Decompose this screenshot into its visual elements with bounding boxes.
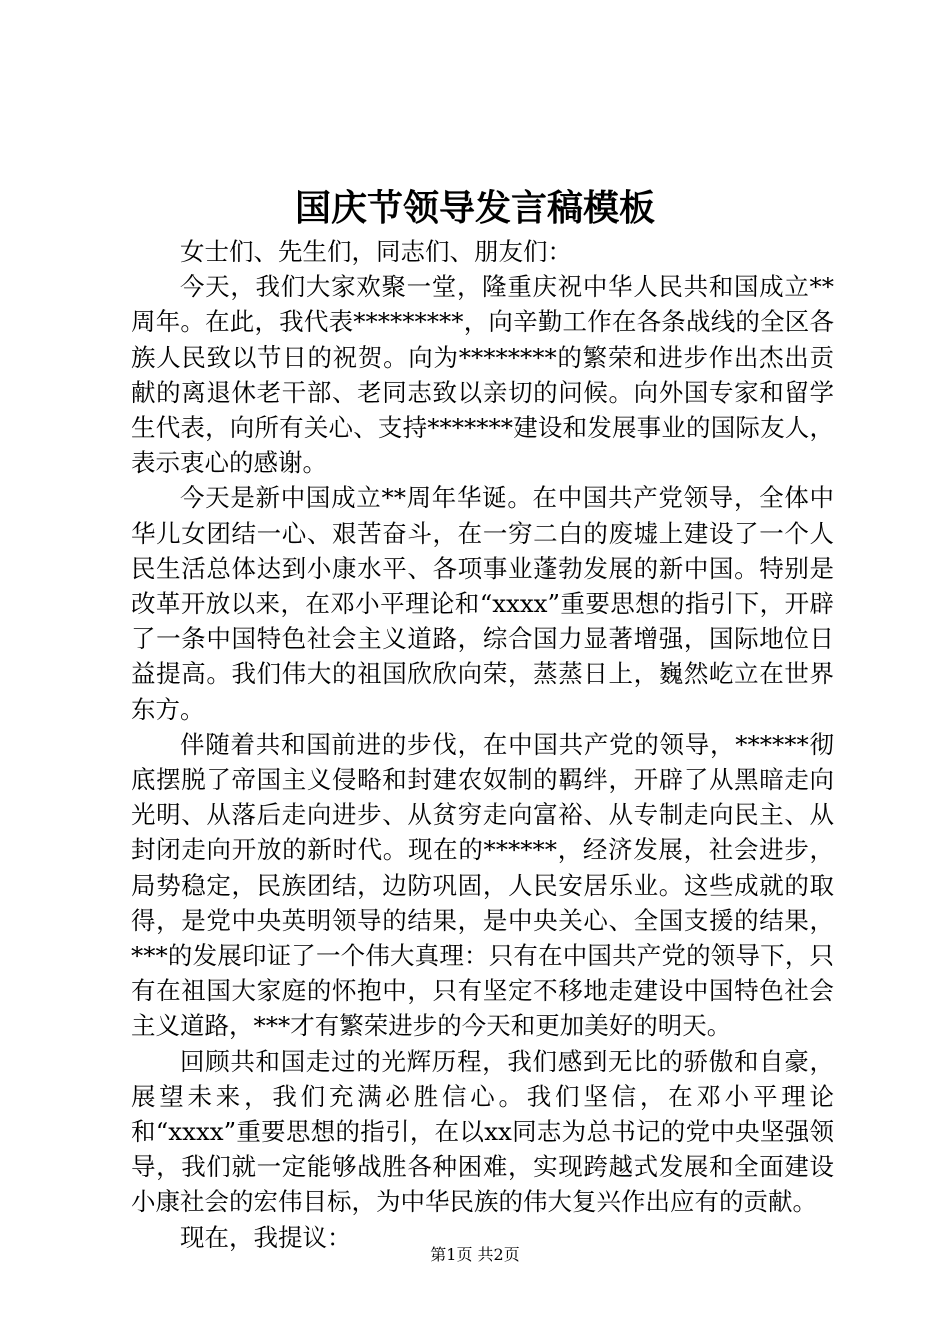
body-paragraph: 现在，我提议： (180, 1222, 352, 1252)
body-paragraph: 今天是新中国成立**周年华诞。在中国共产党领导，全体中华儿女团结一心、艰苦奋斗，在一穷二白的废墟上建设了一个人民生活总体达到小康水平、各项事业蓬勃发展的新中国。特别是改革开放以来，在邓小平理论和“xxxx”重要思想的指引下，开辟了一条中国特色社会主义道路，综合国力显著增强，国际地位日益提高。我们伟大的祖国欣欣向荣，蒸蒸日上，巍然屹立在世界东方。 (131, 483, 834, 724)
page-footer: 第1页 共2页 (430, 1245, 520, 1264)
salutation-paragraph: 女士们、先生们，同志们、朋友们： (180, 237, 572, 266)
body-paragraph: 今天，我们大家欢聚一堂，隆重庆祝中华人民共和国成立**周年。在此，我代表*********，向辛勤工作在各条战线的全区各族人民致以节日的祝贺。向为********的繁荣和进步作出杰出贡献的离退休老干部、老同志致以亲切的问候。向外国专家和留学生代表，向所有关心、支持*******建设和发展事业的国际友人，表示衷心的感谢。 (131, 272, 834, 478)
document-body (131, 234, 834, 1255)
document-title: 国庆节领导发言稿模板 (294, 187, 655, 229)
body-paragraph: 回顾共和国走过的光辉历程，我们感到无比的骄傲和自豪，展望未来，我们充满必胜信心。我们坚信，在邓小平理论和“xxxx”重要思想的指引，在以xx同志为总书记的党中央坚强领导，我们就一定能够战胜各种困难，实现跨越式发展和全面建设小康社会的宏伟目标，为中华民族的伟大复兴作出应有的贡献。 (131, 1046, 834, 1217)
body-paragraph: 伴随着共和国前进的步伐，在中国共产党的领导，******彻底摆脱了帝国主义侵略和封建农奴制的羁绊，开辟了从黑暗走向光明、从落后走向进步、从贫穷走向富裕、从专制走向民主、从封闭走向开放的新时代。现在的******，经济发展，社会进步，局势稳定，民族团结，边防巩固，人民安居乐业。这些成就的取得，是党中央英明领导的结果，是中央关心、全国支援的结果，***的发展印证了一个伟大真理：只有在中国共产党的领导下，只有在祖国大家庭的怀抱中，只有坚定不移地走建设中国特色社会主义道路，***才有繁荣进步的今天和更加美好的明天。 (131, 729, 834, 1041)
